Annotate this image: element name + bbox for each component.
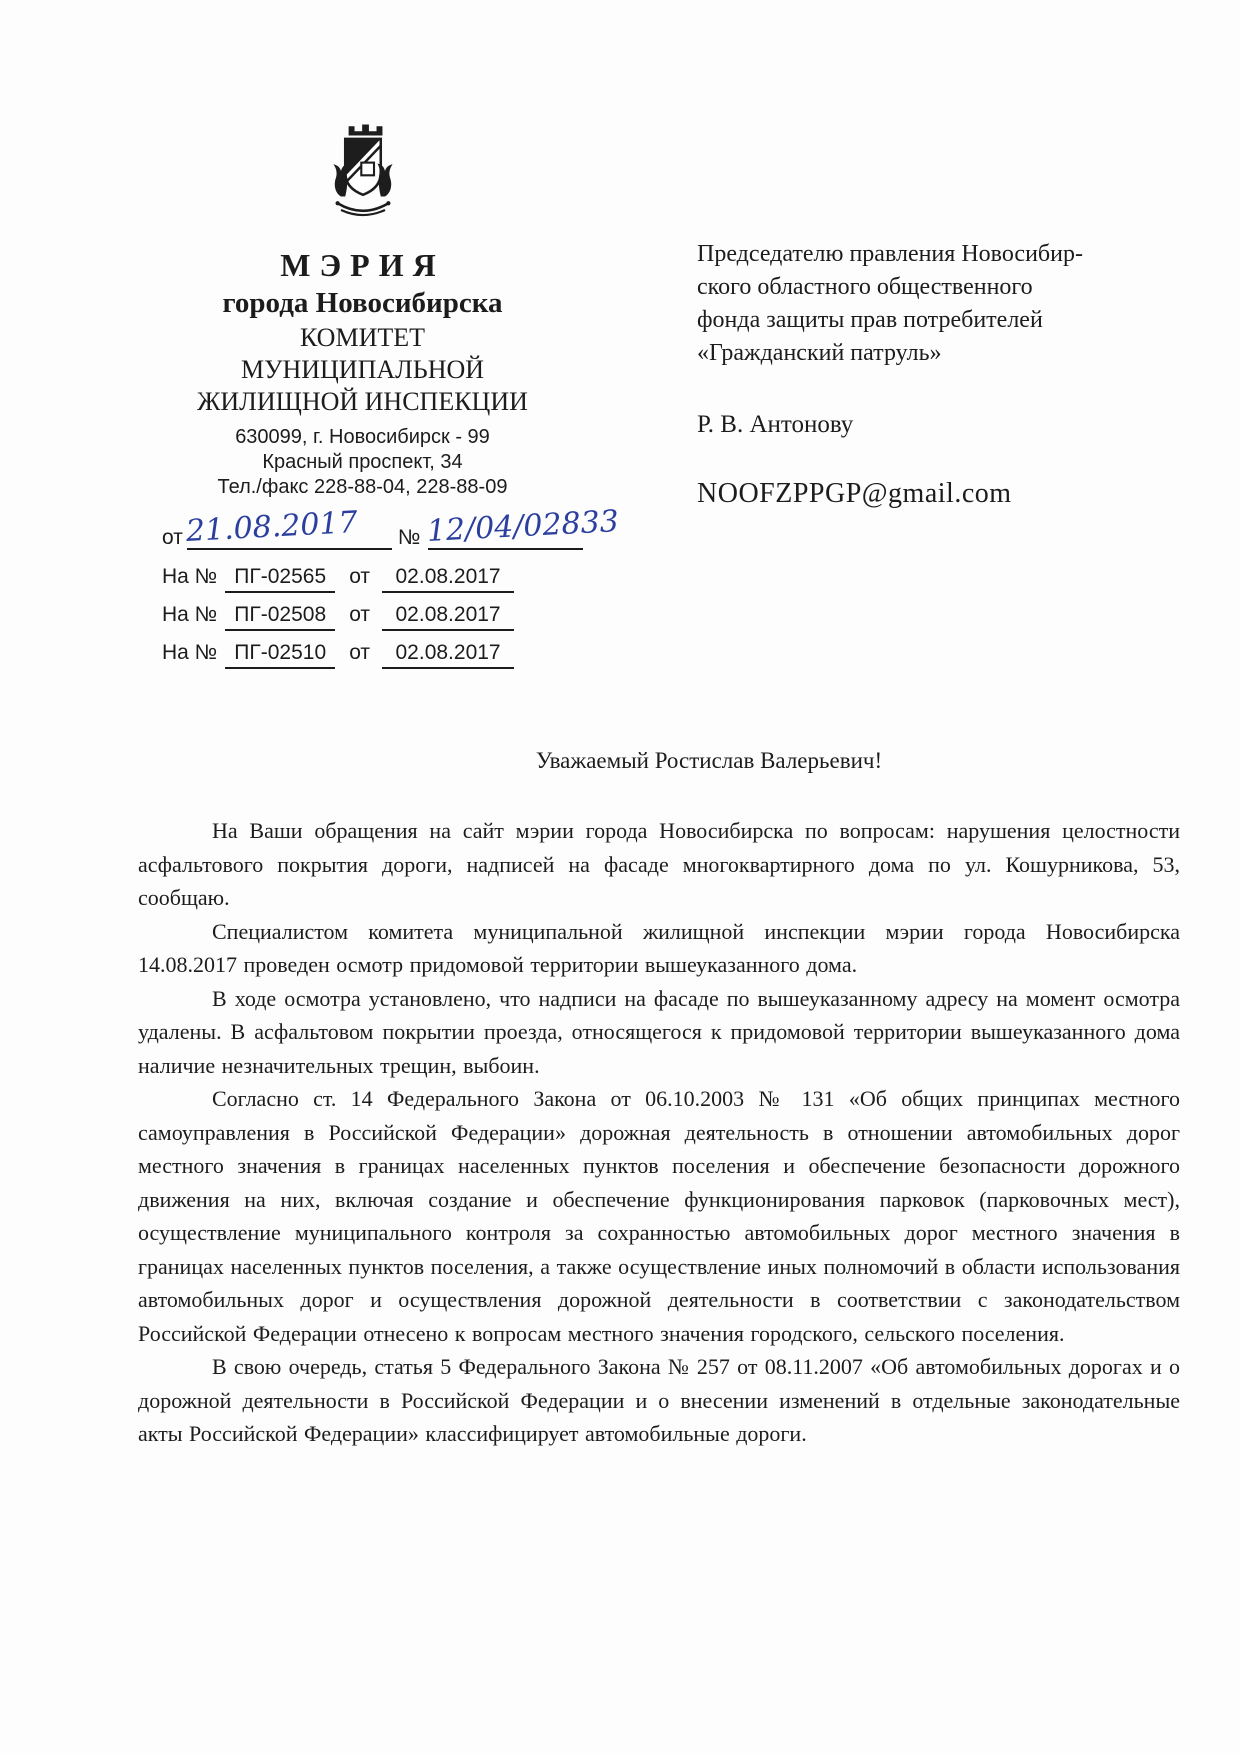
recipient-name: Р. В. Антонову (697, 411, 854, 438)
letterhead-block (150, 122, 575, 500)
body-paragraph: В ходе осмотра установлено, что надписи на фасаде по вышеуказанному адресу на момент осмотра удалены. В асфальтовом покрытии проезда, относящегося к придомовой территории вышеуказанного дома наличие незначительных трещин, выбоин. (138, 985, 1180, 1078)
org-name-line-5: ЖИЛИЩНОЙ ИНСПЕКЦИИ (197, 387, 528, 416)
reference-from-label: от (349, 603, 371, 626)
outgoing-number-label: № (397, 526, 421, 549)
outgoing-number-handwritten: 12/04/02833 (426, 504, 621, 550)
address-line-3: Тел./факс 228-88-04, 228-88-09 (217, 476, 508, 498)
body-paragraph: Специалистом комитета муниципальной жилищной инспекции мэрии города Новосибирска 14.08.2017 проведен осмотр придомовой территории вышеуказанного дома. (138, 918, 1180, 977)
reference-label: На № (162, 641, 218, 664)
outgoing-from-label: от (162, 526, 183, 549)
org-name-line-4: МУНИЦИПАЛЬНОЙ (240, 355, 485, 384)
reference-number: ПГ-02510 (225, 641, 335, 669)
body-paragraph: В свою очередь, статья 5 Федерального Закона № 257 от 08.11.2007 «Об автомобильных дорогах и о дорожной деятельности в Российской Федерации и о внесении изменений в отдельные законодательные акты Российской Федерации» классифицирует автомобильные дороги. (138, 1354, 1180, 1446)
recipient-org-line-4: «Гражданский патруль» (697, 340, 942, 366)
salutation: Уважаемый Ростислав Валерьевич! (535, 748, 883, 773)
address-line-2: Красный проспект, 34 (262, 451, 463, 473)
coat-of-arms-icon (311, 122, 415, 232)
reference-from-label: от (349, 565, 371, 588)
org-name-line-3: КОМИТЕТ (299, 323, 425, 352)
recipient-org-line-3: фонда защиты прав потребителей (697, 307, 1043, 333)
reference-label: На № (162, 565, 218, 588)
recipient-org-line-2: ского областного общественного (697, 274, 1033, 300)
outgoing-date-handwritten: 21.08.2017 (184, 505, 359, 550)
recipient-block (697, 238, 1127, 510)
reference-row (162, 641, 514, 669)
letter-body (138, 748, 1180, 1451)
recipient-org-line-1: Председателю правления Новосибир- (697, 241, 1083, 267)
reference-row (162, 603, 514, 631)
reference-date: 02.08.2017 (382, 565, 514, 593)
reference-date: 02.08.2017 (382, 603, 514, 631)
address-line-1: 630099, г. Новосибирск - 99 (235, 426, 490, 448)
org-name-line-1: МЭРИЯ (280, 247, 445, 283)
body-paragraph: Согласно ст. 14 Федерального Закона от 06.10.2003 № 131 «Об общих принципах местного самоуправления в Российской Федерации» дорожная деятельность в отношении автомобильных дорог местного значения в границах населенных пунктов поселения и обеспечение безопасности дорожного движения на них, включая создание и обеспечение функционирования парковок (парковочных мест), осуществление муниципального контроля за сохранностью автомобильных дорог местного значения в границах населенных пунктов поселения, а также осуществление иных полномочий в области использования автомобильных дорог и осуществления дорожной деятельности в соответствии с законодательством Российской Федерации отнесено к вопросам местного значения городского, сельского поселения. (138, 1086, 1180, 1346)
recipient-email: NOOFZPPGP@gmail.com (697, 478, 1012, 509)
org-name-line-2: города Новосибирска (222, 287, 503, 319)
outgoing-number-row (162, 504, 621, 550)
reference-date: 02.08.2017 (382, 641, 514, 669)
reference-number: ПГ-02565 (225, 565, 335, 593)
reference-row (162, 565, 514, 593)
reference-from-label: от (349, 641, 371, 664)
body-paragraph: На Ваши обращения на сайт мэрии города Новосибирска по вопросам: нарушения целостности асфальтового покрытия дороги, надписей на фасаде многоквартирного дома по ул. Кошурникова, 53, сообщаю. (138, 818, 1180, 910)
reference-label: На № (162, 603, 218, 626)
reference-number: ПГ-02508 (225, 603, 335, 631)
